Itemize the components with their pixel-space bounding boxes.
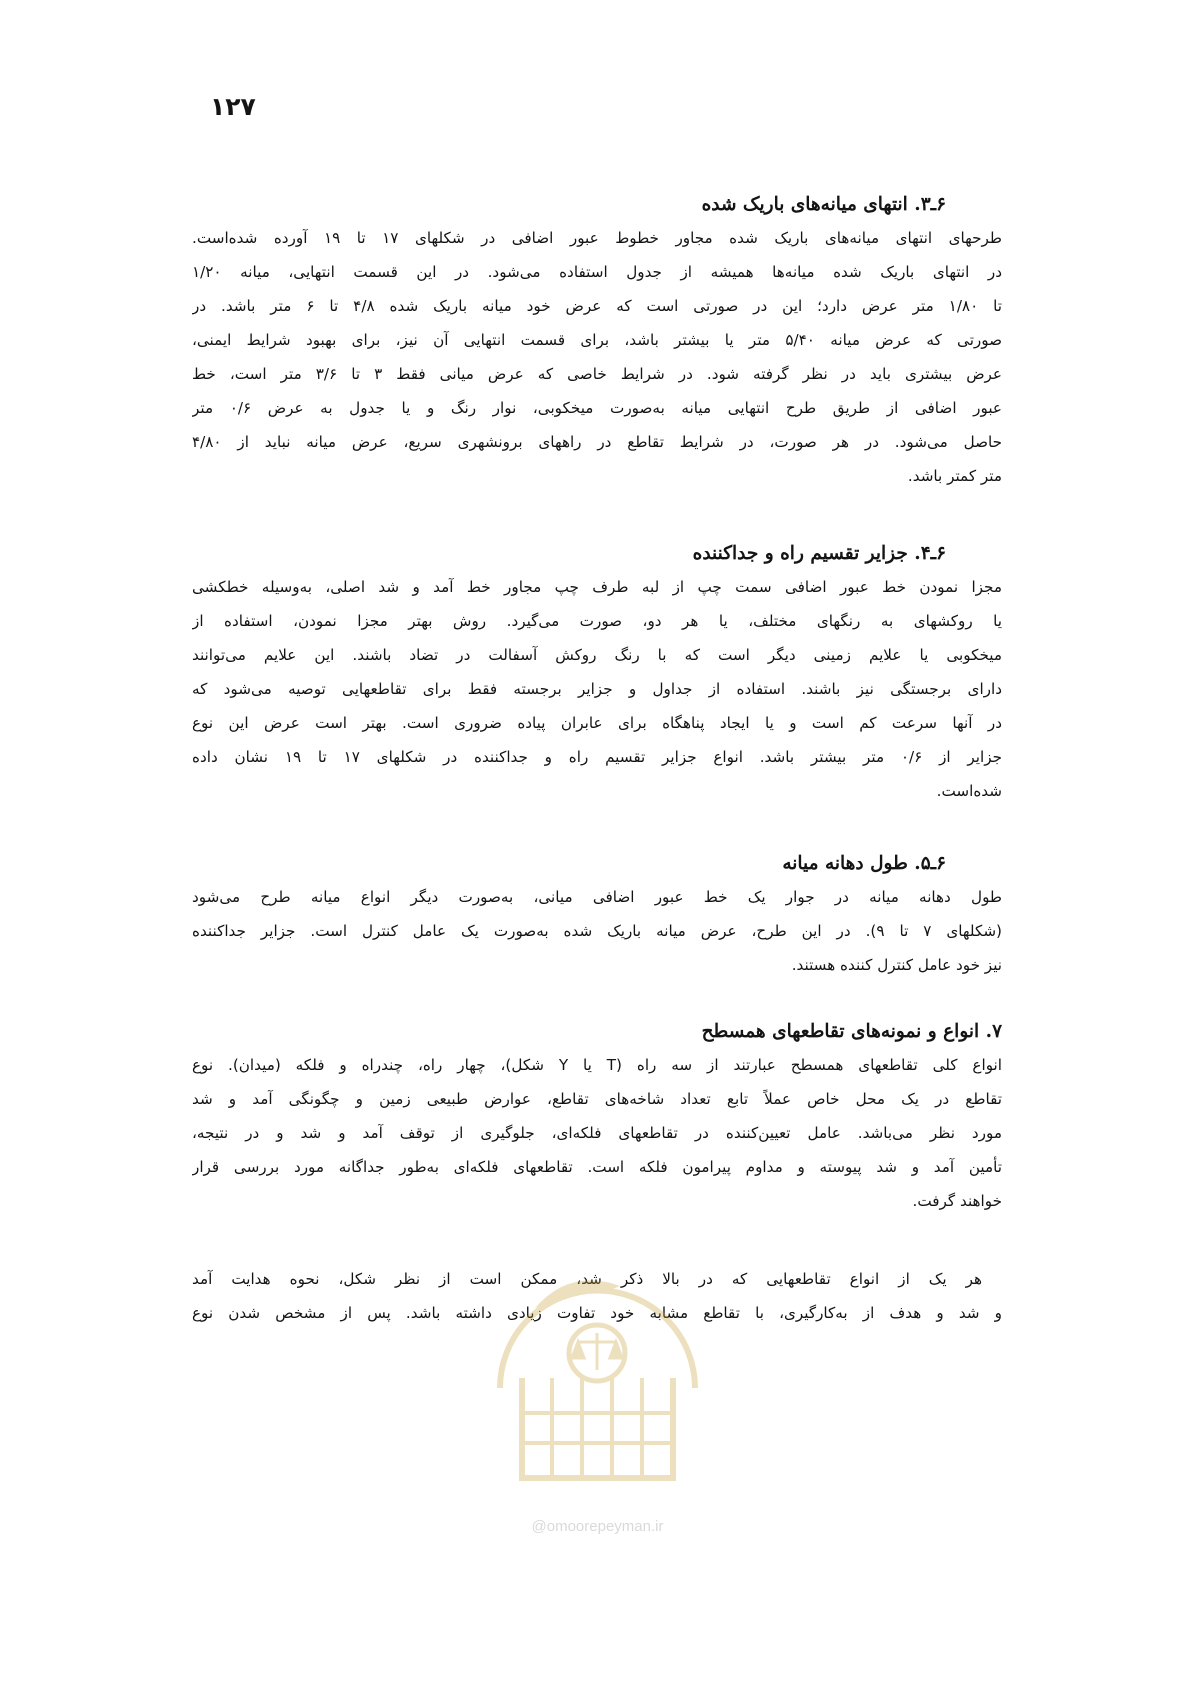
section-islands <box>192 538 1002 808</box>
section-intersection-types <box>192 1016 1002 1218</box>
watermark-site: @omoorepeyman.ir <box>531 1518 664 1535</box>
section-body <box>192 221 1002 493</box>
paragraph-line: (شکلهای ۷ تا ۹). در این طرح، عرض میانه باریک شده به‌صورت یک عامل کنترل است. جزایر جداکننده <box>192 922 1002 940</box>
section-heading: ۶ـ۵. طول دهانه میانه <box>782 853 946 874</box>
paragraph-line: تأمین آمد و شد پیوسته و مداوم پیرامون فلکه است. تقاطعهای فلکه‌ای به‌طور جداگانه مورد بررسی قرار <box>192 1158 1002 1176</box>
section-heading: ۷. انواع و نمونه‌های تقاطعهای همسطح <box>701 1021 1002 1042</box>
paragraph-line: تا ۱/۸۰ متر عرض دارد؛ این در صورتی است که عرض خود میانه باریک شده ۴/۸ تا ۶ متر باشد. در <box>192 297 1002 315</box>
paragraph-line: یا روکشهای به رنگهای مختلف، یا هر دو، صورت می‌گیرد. روش بهتر مجزا نمودن، استفاده از <box>192 612 1002 630</box>
section-median-ends <box>192 189 1002 493</box>
paragraph-line: متر کمتر باشد. <box>907 467 1002 485</box>
paragraph-line: مجزا نمودن خط عبور اضافی سمت چپ از لبه طرف چپ مجاور خط آمد و شد اصلی، به‌وسیله خطکشی <box>192 578 1002 596</box>
page-number: ۱۲۷ <box>210 92 256 121</box>
paragraph-line: خواهند گرفت. <box>912 1192 1002 1210</box>
paragraph-line: در انتهای باریک شده میانه‌ها همیشه از جدول استفاده می‌شود. در این قسمت انتهایی، میانه ۱/۲۰ <box>192 263 1002 281</box>
section-median-opening <box>192 848 1002 982</box>
section-body <box>192 1048 1002 1218</box>
paragraph-line: طول دهانه میانه در جوار یک خط عبور اضافی میانی، به‌صورت دیگر انواع میانه طرح می‌شود <box>192 888 1002 906</box>
paragraph-line: عبور اضافی از طریق طرح انتهایی میانه به‌صورت میخکوبی، نوار رنگ و یا جدول به عرض ۰/۶ متر <box>192 399 1002 417</box>
paragraph-line: در آنها سرعت کم است و یا ایجاد پناهگاه برای عابران پیاده ضروری است. بهتر است عرض این نوع <box>192 714 1002 732</box>
paragraph-line: عرض بیشتری باید در نظر گرفته شود. در شرایط خاصی که عرض میانی فقط ۳ تا ۳/۶ متر است، خط <box>192 365 1002 383</box>
paragraph-line: انواع کلی تقاطعهای همسطح عبارتند از سه راه (T یا Y شکل)، چهار راه، چندراه و فلکه (میدان). نوع <box>192 1056 1002 1074</box>
paragraph-line: نیز خود عامل کنترل کننده هستند. <box>791 956 1002 974</box>
section-body <box>192 1262 1002 1330</box>
paragraph-line: شده‌است. <box>936 782 1002 800</box>
paragraph-line: هر یک از انواع تقاطعهایی که در بالا ذکر شد، ممکن است از نظر شکل، نحوه هدایت آمد <box>192 1270 982 1288</box>
paragraph-line: طرحهای انتهای میانه‌های باریک شده مجاور خطوط عبور اضافی در شکلهای ۱۷ تا ۱۹ آورده شده‌است. <box>192 229 1002 247</box>
paragraph-line: حاصل می‌شود. در هر صورت، در شرایط تقاطع در راههای برونشهری سریع، عرض میانه نباید از ۴/۸۰ <box>192 433 1002 451</box>
paragraph-line: مورد نظر می‌باشد. عامل تعیین‌کننده در تقاطعهای فلکه‌ای، جلوگیری از توقف آمد و شد و در نتیجه، <box>192 1124 1002 1142</box>
paragraph-line: دارای برجستگی نیز باشند. استفاده از جداول و جزایر برجسته فقط برای تقاطعهایی توصیه می‌شود که <box>192 680 1002 698</box>
paragraph-line: میخکوبی یا علایم زمینی دیگر است که با رنگ روکش آسفالت در تضاد باشند. این علایم می‌توانند <box>192 646 1002 664</box>
section-body <box>192 880 1002 982</box>
section-heading: ۶ـ۴. جزایر تقسیم راه و جداکننده <box>692 543 946 564</box>
paragraph-line: صورتی که عرض میانه ۵/۴۰ متر یا بیشتر باشد، برای قسمت انتهایی آن نیز، برای بهبود شرایط ایمنی، <box>192 331 1002 349</box>
paragraph-line: و شد و هدف از به‌کارگیری، با تقاطع مشابه خود تفاوت زیادی داشته باشد. پس از مشخص شدن نوع <box>192 1304 1002 1322</box>
section-heading: ۶ـ۳. انتهای میانه‌های باریک شده <box>701 194 946 215</box>
section-continuation <box>192 1262 1002 1330</box>
paragraph-line: جزایر از ۰/۶ متر بیشتر باشد. انواع جزایر تقسیم راه و جداکننده در شکلهای ۱۷ تا ۱۹ نشان داده <box>192 748 1002 766</box>
section-body <box>192 570 1002 808</box>
paragraph-line: تقاطع در یک محل خاص عملاً تابع تعداد شاخه‌های تقاطع، عوارض طبیعی زمین و چگونگی آمد و شد <box>192 1090 1002 1108</box>
